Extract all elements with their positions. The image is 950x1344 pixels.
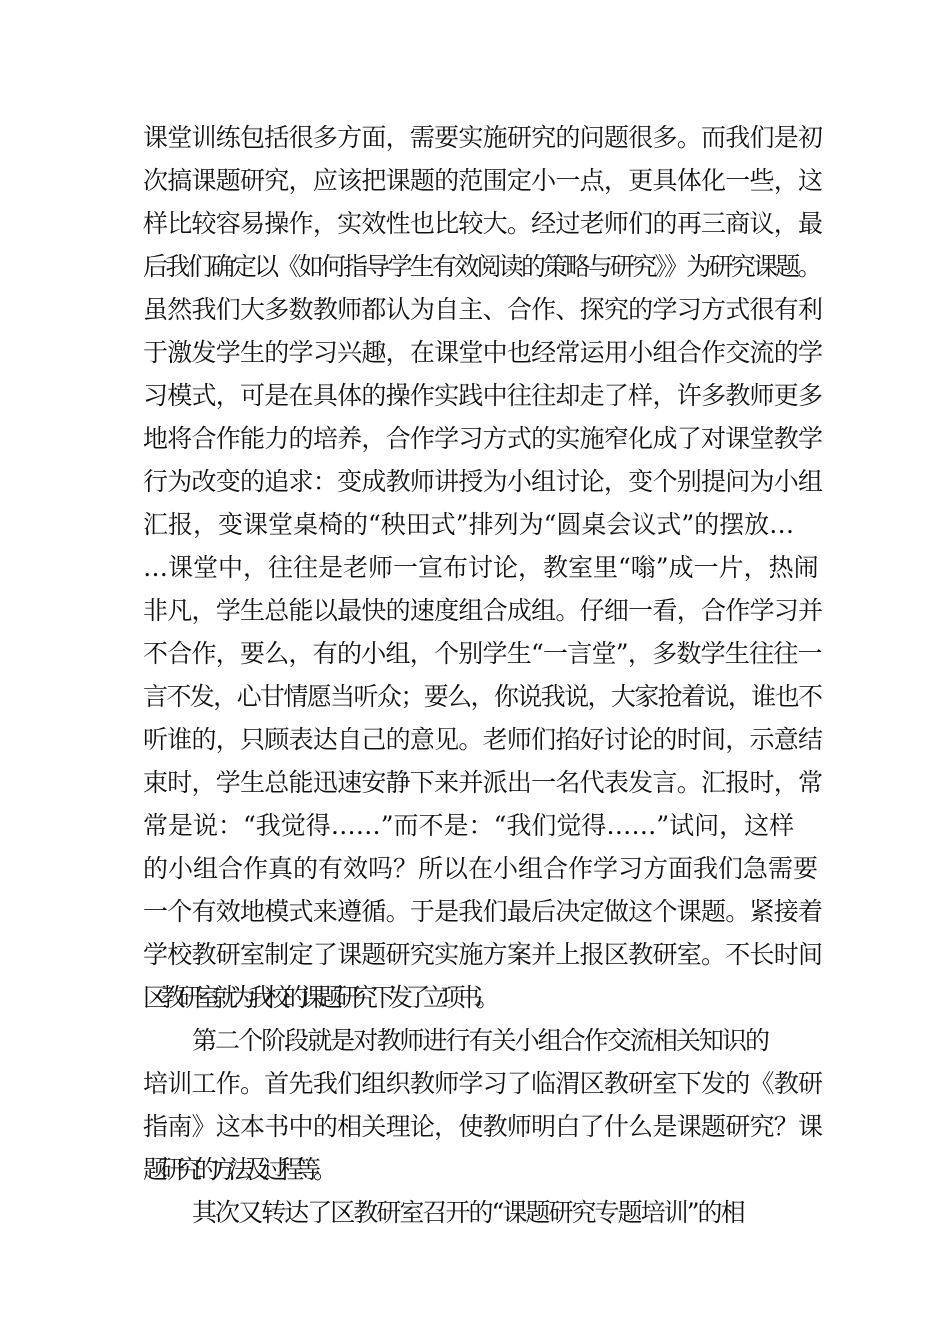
paragraph-line: 地将合作能力的培养，合作学习方式的实施窄化成了对课堂教学 [143,424,823,453]
paragraph-first-line: 其次又转达了区教研室召开的“课题研究专题培训”的相 [192,1198,744,1227]
paragraph-line: 次搞课题研究，应该把课题的范围定小一点，更具体化一些，这 [143,166,823,195]
paragraph-line: 区教研室就为我校的课题研究下发了立项书。 [143,983,494,1012]
paragraph-line: 听谁的，只顾表达自己的意见。老师们掐好讨论的时间，示意结 [143,725,823,754]
paragraph-line: …课堂中，往往是老师一宣布讨论，教室里“嗡”成一片，热闹 [143,553,819,582]
paragraph-line: 非凡，学生总能以最快的速度组合成组。仔细一看，合作学习并 [143,596,823,625]
paragraph-line: 学校教研室制定了课题研究实施方案并上报区教研室。不长时间 [143,940,823,969]
paragraph-line: 行为改变的追求：变成教师讲授为小组讨论，变个别提问为小组 [143,467,823,496]
paragraph-line: 培训工作。首先我们组织教师学习了临渭区教研室下发的《教研 [143,1069,823,1098]
paragraph-line: 的小组合作真的有效吗？所以在小组合作学习方面我们急需要 [143,854,819,883]
paragraph-first-line: 第二个阶段就是对教师进行有关小组合作交流相关知识的 [192,1026,769,1055]
paragraph-line: 束时，学生总能迅速安静下来并派出一名代表发言。汇报时，常 [143,768,823,797]
paragraph-line: 于激发学生的学习兴趣，在课堂中也经常运用小组合作交流的学 [143,338,823,367]
paragraph-line: 虽然我们大多数教师都认为自主、合作、探究的学习方式很有利 [143,295,823,324]
paragraph-line: 指南》这本书中的相关理论，使教师明白了什么是课题研究？课 [143,1112,823,1141]
paragraph-line: 言不发，心甘情愿当听众；要么，你说我说，大家抢着说，谁也不 [143,682,822,711]
paragraph-line: 一个有效地模式来遵循。于是我们最后决定做这个课题。紧接着 [143,897,823,926]
paragraph-line: 样比较容易操作，实效性也比较大。经过老师们的再三商议，最 [143,209,823,238]
paragraph-line: 题研究的方法及过程等。 [143,1155,331,1184]
paragraph-line: 不合作，要么，有的小组，个别学生“一言堂”，多数学生往往一 [143,639,822,668]
paragraph-line: 汇报，变课堂桌椅的“秧田式”排列为“圆桌会议式”的摆放… [143,510,795,539]
paragraph-line: 后我们确定以《如何指导学生有效阅读的策略与研究》》为研究课题。 [143,252,820,281]
paragraph-line: 课堂训练包括很多方面，需要实施研究的问题很多。而我们是初 [143,123,823,152]
paragraph-line: 常是说：“我觉得……”而不是：“我们觉得……”试问，这样 [143,811,795,840]
paragraph-line: 习模式，可是在具体的操作实践中往往却走了样，许多教师更多 [143,381,823,410]
